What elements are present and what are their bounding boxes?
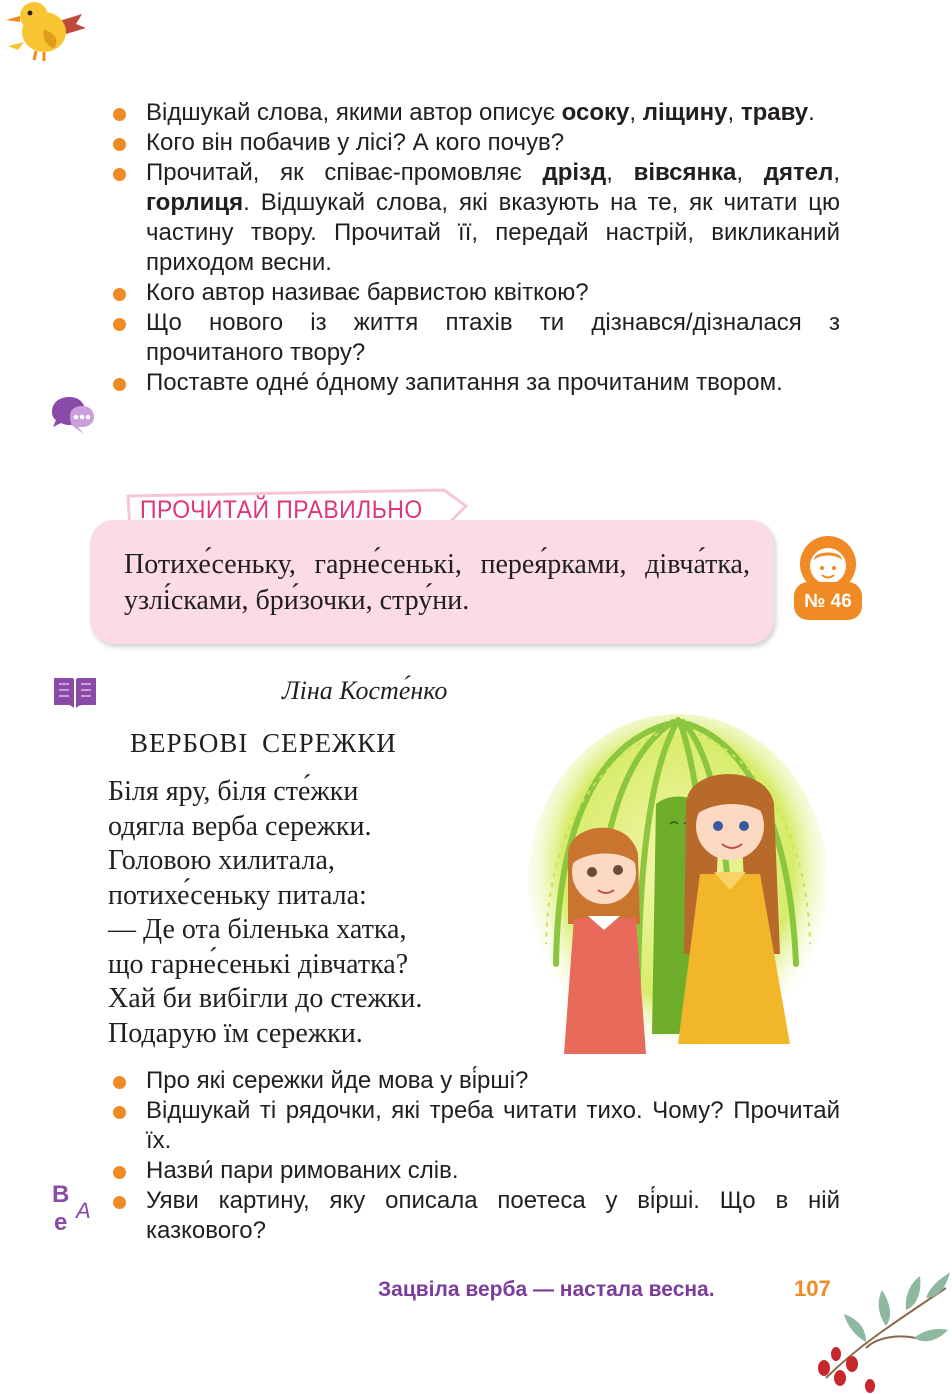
footer-motto: Зацвіла верба — настала весна. [378, 1278, 715, 1301]
read-correctly-title: ПРОЧИТАЙ ПРАВИЛЬНО [140, 496, 423, 524]
question-item: Відшукай слова, якими автор описує осоку, ліщину, траву. [112, 98, 840, 128]
poem-line: — Де ота біленька хатка, [108, 914, 407, 945]
poem-author: Ліна Косте́нко [282, 676, 448, 705]
berry-branch-icon [806, 1268, 952, 1394]
question-list-top [112, 98, 840, 398]
poem-title: ВЕРБОВІ СЕРЕЖКИ [130, 728, 397, 758]
willow-girls-illustration [528, 704, 828, 1074]
poem-line: Подарую їм сережки. [108, 1017, 363, 1049]
question-item: Що нового із життя птахів ти дізнався/дізналася з прочитаного твору? [112, 308, 840, 368]
poem-line: що гарне́сенькі дівчатка? [108, 948, 409, 980]
vea-letter: е [54, 1209, 68, 1236]
question-item: Про які сережки йде мова у ві́рші? [112, 1066, 840, 1096]
vea-letter: А [76, 1198, 91, 1223]
vocabulary-letters-icon [52, 1180, 98, 1236]
question-item: Прочитай, як співає-промовляє дрізд, вівсянка, дятел, горлиця. Відшукай слова, які вказують на те, як читати цю частину твору. Прочитай її, передай настрій, викликаний приходом весни. [112, 158, 840, 278]
poem-line: Хай би вибігли до стежки. [108, 983, 423, 1014]
poem-line: потихе́сеньку питала: [108, 879, 367, 911]
poem-line: Головою хилитала, [108, 845, 335, 876]
read-correctly-words: Потихе́сеньку, гарне́сенькі, перея́рками, дівча́тка, узлі́сками, бри́зочки, стру́ни. [124, 549, 750, 616]
poem-body [108, 775, 422, 1051]
page-number: 107 [794, 1276, 831, 1301]
question-item: Відшукай ті рядочки, які треба читати тихо. Чому? Прочитай їх. [112, 1096, 840, 1156]
question-item: Поставте одне́ о́дному запитання за прочитаним твором. [112, 368, 840, 398]
question-item: Кого автор називає барвистою квіткою? [112, 278, 840, 308]
audio-track-number[interactable]: № 46 [804, 591, 852, 612]
question-item: Кого він побачив у лісі? А кого почув? [112, 128, 840, 158]
question-list-bottom [112, 1066, 840, 1246]
poem-line: Біля яру, біля сте́жки [108, 776, 359, 807]
chat-bubbles-icon [48, 394, 96, 436]
poem-line: одягла верба сережки. [108, 810, 372, 842]
open-book-icon [52, 674, 98, 710]
vea-letter: В [52, 1181, 70, 1208]
question-item: Уяви картину, яку описала поетеса у ві́рші. Що в ній казкового? [112, 1186, 840, 1246]
bird-icon [0, 0, 90, 70]
question-item: Назви́ пари римованих слів. [112, 1156, 840, 1186]
